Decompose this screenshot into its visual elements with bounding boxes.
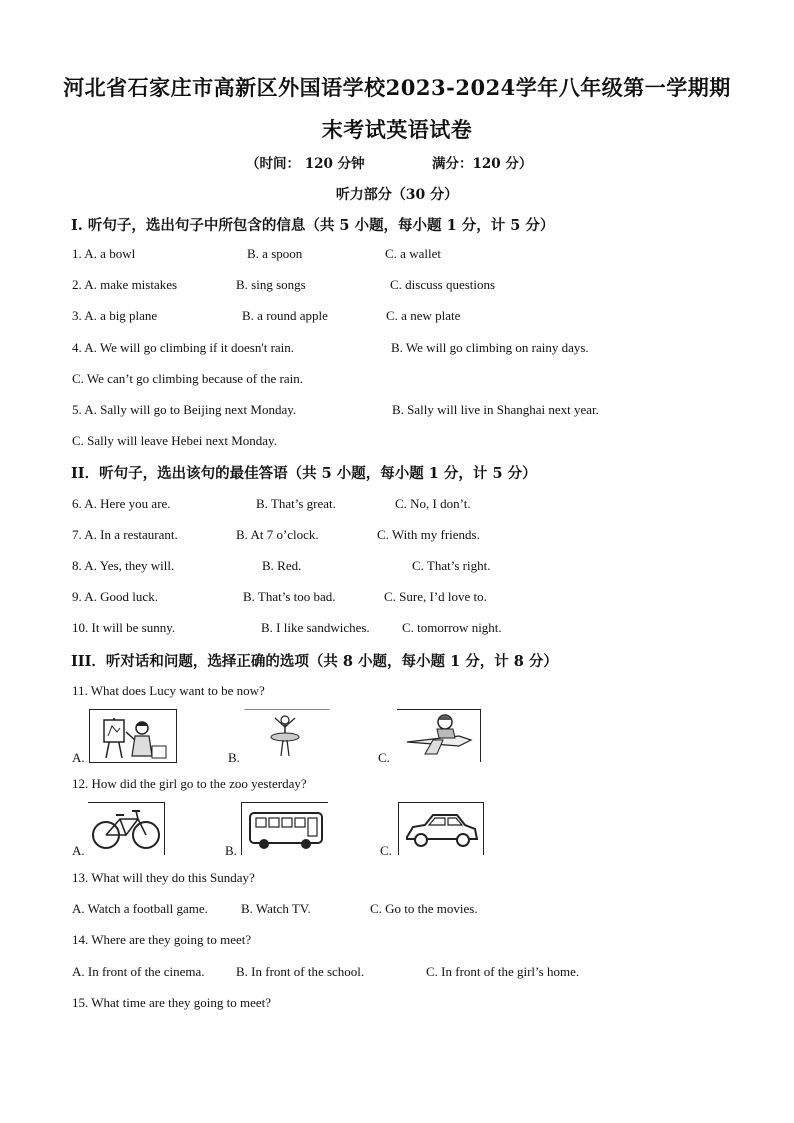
q6-option-a: 6. A. Here you are. xyxy=(72,496,171,511)
q9-option-b: B. That’s too bad. xyxy=(243,589,336,604)
section-2-header: II．听句子，选出该句的最佳答语（共 5 小题，每小题 1 分，计 5 分） xyxy=(71,465,537,482)
q9-option-a: 9. A. Good luck. xyxy=(72,589,158,604)
dancer-icon xyxy=(245,710,329,762)
bicycle-icon xyxy=(88,803,164,855)
time-info: （时间： 120 分钟 xyxy=(246,156,365,172)
question-13-stem xyxy=(0,870,794,890)
painter-picture xyxy=(89,709,177,763)
question-10 xyxy=(0,620,794,640)
section-1-header: I. 听句子，选出句子中所包含的信息（共 5 小题，每小题 1 分，计 5 分） xyxy=(71,217,555,234)
q14-stem: 14. Where are they going to meet? xyxy=(72,932,252,947)
car-icon xyxy=(399,803,483,855)
q10-option-c: C. tomorrow night. xyxy=(402,620,502,635)
q13-stem: 13. What will they do this Sunday? xyxy=(72,870,255,885)
question-3 xyxy=(0,308,794,328)
q2-option-c: C. discuss questions xyxy=(390,277,496,292)
q7-option-c: C. With my friends. xyxy=(377,527,480,542)
q12-label-c: C. xyxy=(380,843,392,858)
question-4-line2 xyxy=(0,371,794,391)
q8-option-c: C. That’s right. xyxy=(412,558,491,573)
q2-option-a: 2. A. make mistakes xyxy=(72,277,178,292)
q7-option-b: B. At 7 o’clock. xyxy=(236,527,319,542)
q11-label-c: C. xyxy=(378,750,390,765)
painter-icon xyxy=(90,710,176,762)
q4-option-c: C. We can’t go climbing because of the rain. xyxy=(72,371,303,386)
car-picture xyxy=(398,802,484,855)
q8-option-b: B. Red. xyxy=(262,558,302,573)
q11-label-b: B. xyxy=(228,750,240,765)
q7-option-a: 7. A. In a restaurant. xyxy=(72,527,178,542)
pilot-picture xyxy=(397,709,481,762)
exam-title-line2: 末考试英语试卷 xyxy=(321,117,473,142)
q5-option-a: 5. A. Sally will go to Beijing next Monday. xyxy=(72,402,297,417)
q12-label-b: B. xyxy=(225,843,237,858)
q14-option-a: A. In front of the cinema. xyxy=(72,964,205,979)
bicycle-picture xyxy=(88,802,165,855)
exam-title-line1: 河北省石家庄市高新区外国语学校2023-2024学年八年级第一学期期 xyxy=(63,75,731,100)
q6-option-c: C. No, I don’t. xyxy=(395,496,471,511)
q11-stem: 11. What does Lucy want to be now? xyxy=(72,683,265,698)
q13-option-b: B. Watch TV. xyxy=(241,901,311,916)
q4-option-a: 4. A. We will go climbing if it doesn't rain. xyxy=(72,340,295,355)
question-14-stem xyxy=(0,932,794,952)
q1-option-a: 1. A. a bowl xyxy=(72,246,136,261)
q8-option-a: 8. A. Yes, they will. xyxy=(72,558,175,573)
question-5 xyxy=(0,402,794,422)
q14-option-b: B. In front of the school. xyxy=(236,964,365,979)
q1-option-b: B. a spoon xyxy=(247,246,303,261)
q5-option-b: B. Sally will live in Shanghai next year. xyxy=(392,402,599,417)
listening-header: 听力部分（30 分） xyxy=(335,187,459,203)
q5-option-c: C. Sally will leave Hebei next Monday. xyxy=(72,433,277,448)
bus-icon xyxy=(242,803,328,855)
q15-stem: 15. What time are they going to meet? xyxy=(72,995,272,1010)
question-14 xyxy=(0,964,794,984)
q6-option-b: B. That’s great. xyxy=(256,496,336,511)
question-2 xyxy=(0,277,794,297)
q3-option-c: C. a new plate xyxy=(386,308,461,323)
q12-label-a: A. xyxy=(72,843,85,858)
pilot-icon xyxy=(397,710,480,762)
question-1 xyxy=(0,246,794,266)
question-8 xyxy=(0,558,794,578)
score-info: 满分：120 分） xyxy=(432,156,533,172)
q13-option-a: A. Watch a football game. xyxy=(72,901,208,916)
q2-option-b: B. sing songs xyxy=(236,277,306,292)
section-3-header: III．听对话和问题，选择正确的选项（共 8 小题，每小题 1 分，计 8 分） xyxy=(71,653,558,670)
question-15-stem xyxy=(0,995,794,1015)
q10-option-b: B. I like sandwiches. xyxy=(261,620,370,635)
question-6 xyxy=(0,496,794,516)
q10-option-a: 10. It will be sunny. xyxy=(72,620,176,635)
question-7 xyxy=(0,527,794,547)
q9-option-c: C. Sure, I’d love to. xyxy=(384,589,487,604)
question-11-stem xyxy=(0,683,794,703)
question-12-stem xyxy=(0,776,794,796)
question-4 xyxy=(0,340,794,360)
q13-option-c: C. Go to the movies. xyxy=(370,901,478,916)
q1-option-c: C. a wallet xyxy=(385,246,441,261)
q3-option-a: 3. A. a big plane xyxy=(72,308,158,323)
q4-option-b: B. We will go climbing on rainy days. xyxy=(391,340,589,355)
question-9 xyxy=(0,589,794,609)
exam-info-row xyxy=(0,152,794,172)
question-5-line2 xyxy=(0,433,794,453)
q3-option-b: B. a round apple xyxy=(242,308,328,323)
dancer-picture xyxy=(244,709,330,763)
q12-stem: 12. How did the girl go to the zoo yesterday? xyxy=(72,776,307,791)
q11-label-a: A. xyxy=(72,750,85,765)
q14-option-c: C. In front of the girl’s home. xyxy=(426,964,580,979)
question-13 xyxy=(0,901,794,921)
bus-picture xyxy=(241,802,328,855)
